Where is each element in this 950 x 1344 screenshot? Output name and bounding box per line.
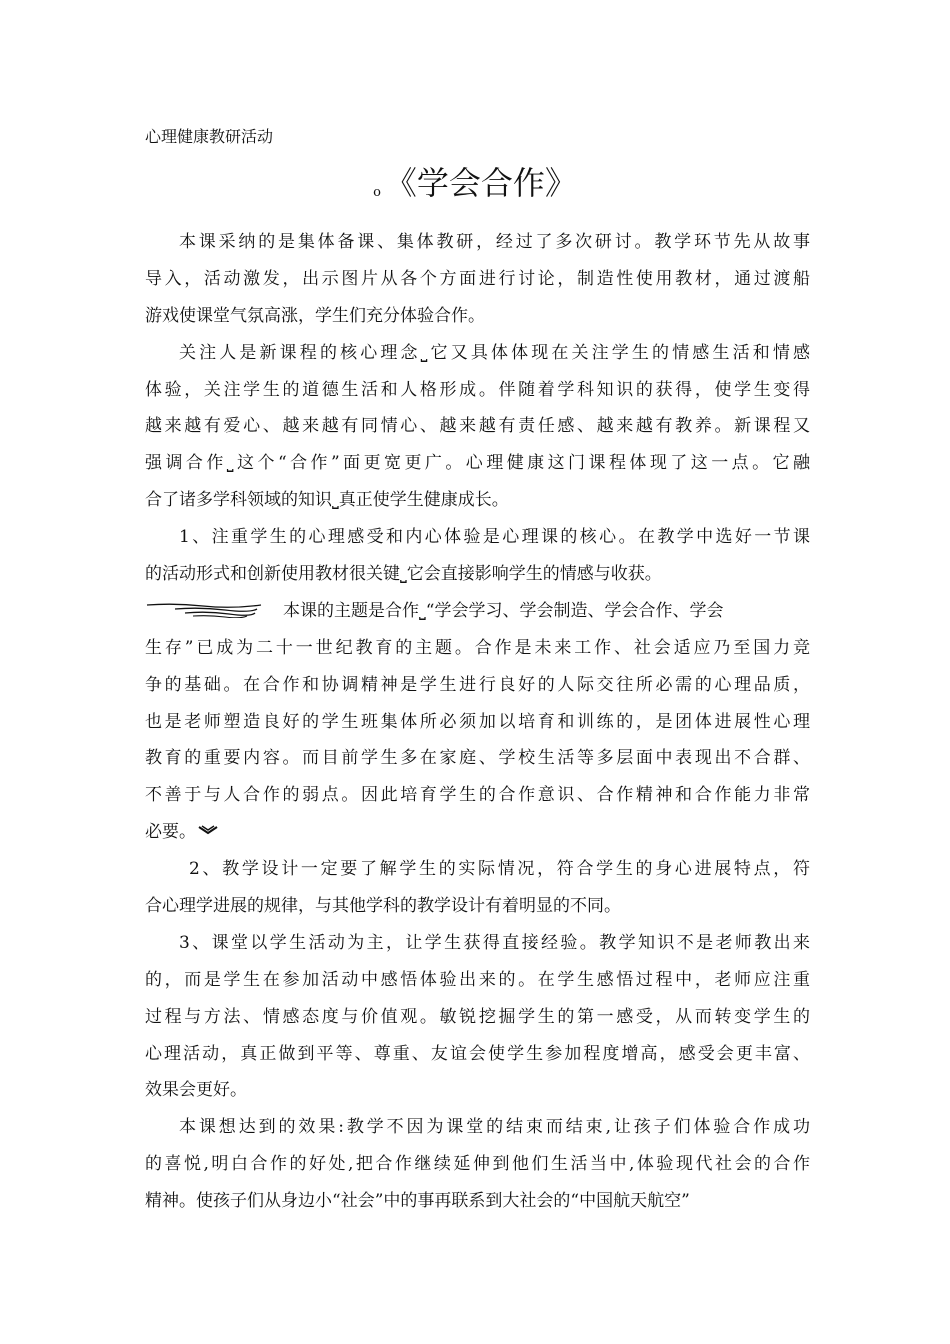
paragraph-line: 生存”已成为二十一世纪教育的主题。合作是未来工作、社会适应乃至国力竞: [145, 637, 810, 658]
paragraph-line: 强调合作⎵这个“合作”面更宽更广。心理健康这门课程体现了这一点。它融: [145, 453, 810, 474]
paragraph-line: 合了诸多学科领域的知识⎵真正使学生健康成长。: [145, 490, 509, 511]
paragraph-line-with-mark: [145, 593, 810, 630]
chevron-icon: [198, 825, 218, 835]
paragraph-line: 本课想达到的效果:教学不因为课堂的结束而结束,让孩子们体验合作成功: [179, 1117, 810, 1138]
paragraph-line: 过程与方法、情感态度与价值观。敏锐挖掘学生的第一感受，从而转变学生的: [145, 1006, 810, 1027]
paragraph-line: 体验，关注学生的道德生活和人格形成。伴随着学科知识的获得，使学生变得: [145, 379, 810, 400]
paragraph-line: 越来越有爱心、越来越有同情心、越来越有责任感、越来越有教养。新课程又: [145, 416, 810, 437]
paragraph-line: 导入，活动激发，出示图片从各个方面进行讨论，制造性使用教材，通过渡船: [145, 268, 810, 289]
paragraph-line: 游戏使课堂气氛高涨，学生们充分体验合作。: [145, 305, 485, 326]
paragraph-line: 心理活动，真正做到平等、尊重、友谊会使学生参加程度增高，感受会更丰富、: [145, 1043, 810, 1064]
paragraph-line: 教育的重要内容。而目前学生多在家庭、学校生活等多层面中表现出不合群、: [145, 748, 810, 769]
header-label: 心理健康教研活动: [145, 127, 274, 146]
wavy-lines-icon: [145, 602, 263, 618]
paragraph-line: 3、课堂以学生活动为主，让学生获得直接经验。教学知识不是老师教出来: [179, 932, 810, 953]
paragraph-line: 的活动形式和创新使用教材很关键⎵它会直接影响学生的情感与收获。: [145, 564, 662, 585]
paragraph-line: 本课采纳的是集体备课、集体教研，经过了多次研讨。教学环节先从故事: [179, 232, 810, 252]
paragraph-line: 1、注重学生的心理感受和内心体验是心理课的核心。在教学中选好一节课: [179, 527, 810, 548]
paragraph-line-text: 本课的主题是合作⎵“学会学习、学会制造、学会合作、学会: [283, 600, 724, 621]
paragraph-line: 效果会更好。: [145, 1080, 247, 1101]
paragraph-line: 不善于与人合作的弱点。因此培育学生的合作意识、合作精神和合作能力非常: [145, 785, 810, 806]
page-title: 《学会合作》: [384, 164, 577, 202]
paragraph-line: 精神。使孩子们从身边小“社会”中的事再联系到大社会的“中国航天航空”: [145, 1191, 690, 1212]
paragraph-line: 的，而是学生在参加活动中感悟体验出来的。在学生感悟过程中，老师应注重: [145, 969, 810, 990]
paragraph-line-with-mark: [145, 814, 810, 851]
paragraph-line: 合心理学进展的规律，与其他学科的教学设计有着明显的不同。: [145, 896, 621, 917]
paragraph-line: 关注人是新课程的核心理念⎵它又具体体现在关注学生的情感生活和情感: [179, 342, 810, 363]
paragraph-line: 也是老师塑造良好的学生班集体所必须加以培育和训练的，是团体进展性心理: [145, 711, 810, 732]
paragraph-line: 的喜悦,明白合作的好处,把合作继续延伸到他们生活当中,体验现代社会的合作: [145, 1154, 810, 1175]
title-mark: o: [373, 185, 381, 200]
paragraph-line-text: 必要。: [145, 822, 196, 843]
document-body: [145, 224, 810, 1220]
paragraph-line: 争的基础。在合作和协调精神是学生进行良好的人际交往所必需的心理品质，: [145, 674, 810, 695]
title-row: [0, 160, 950, 206]
paragraph-line: 2、教学设计一定要了解学生的实际情况，符合学生的身心进展特点，符: [189, 859, 810, 880]
